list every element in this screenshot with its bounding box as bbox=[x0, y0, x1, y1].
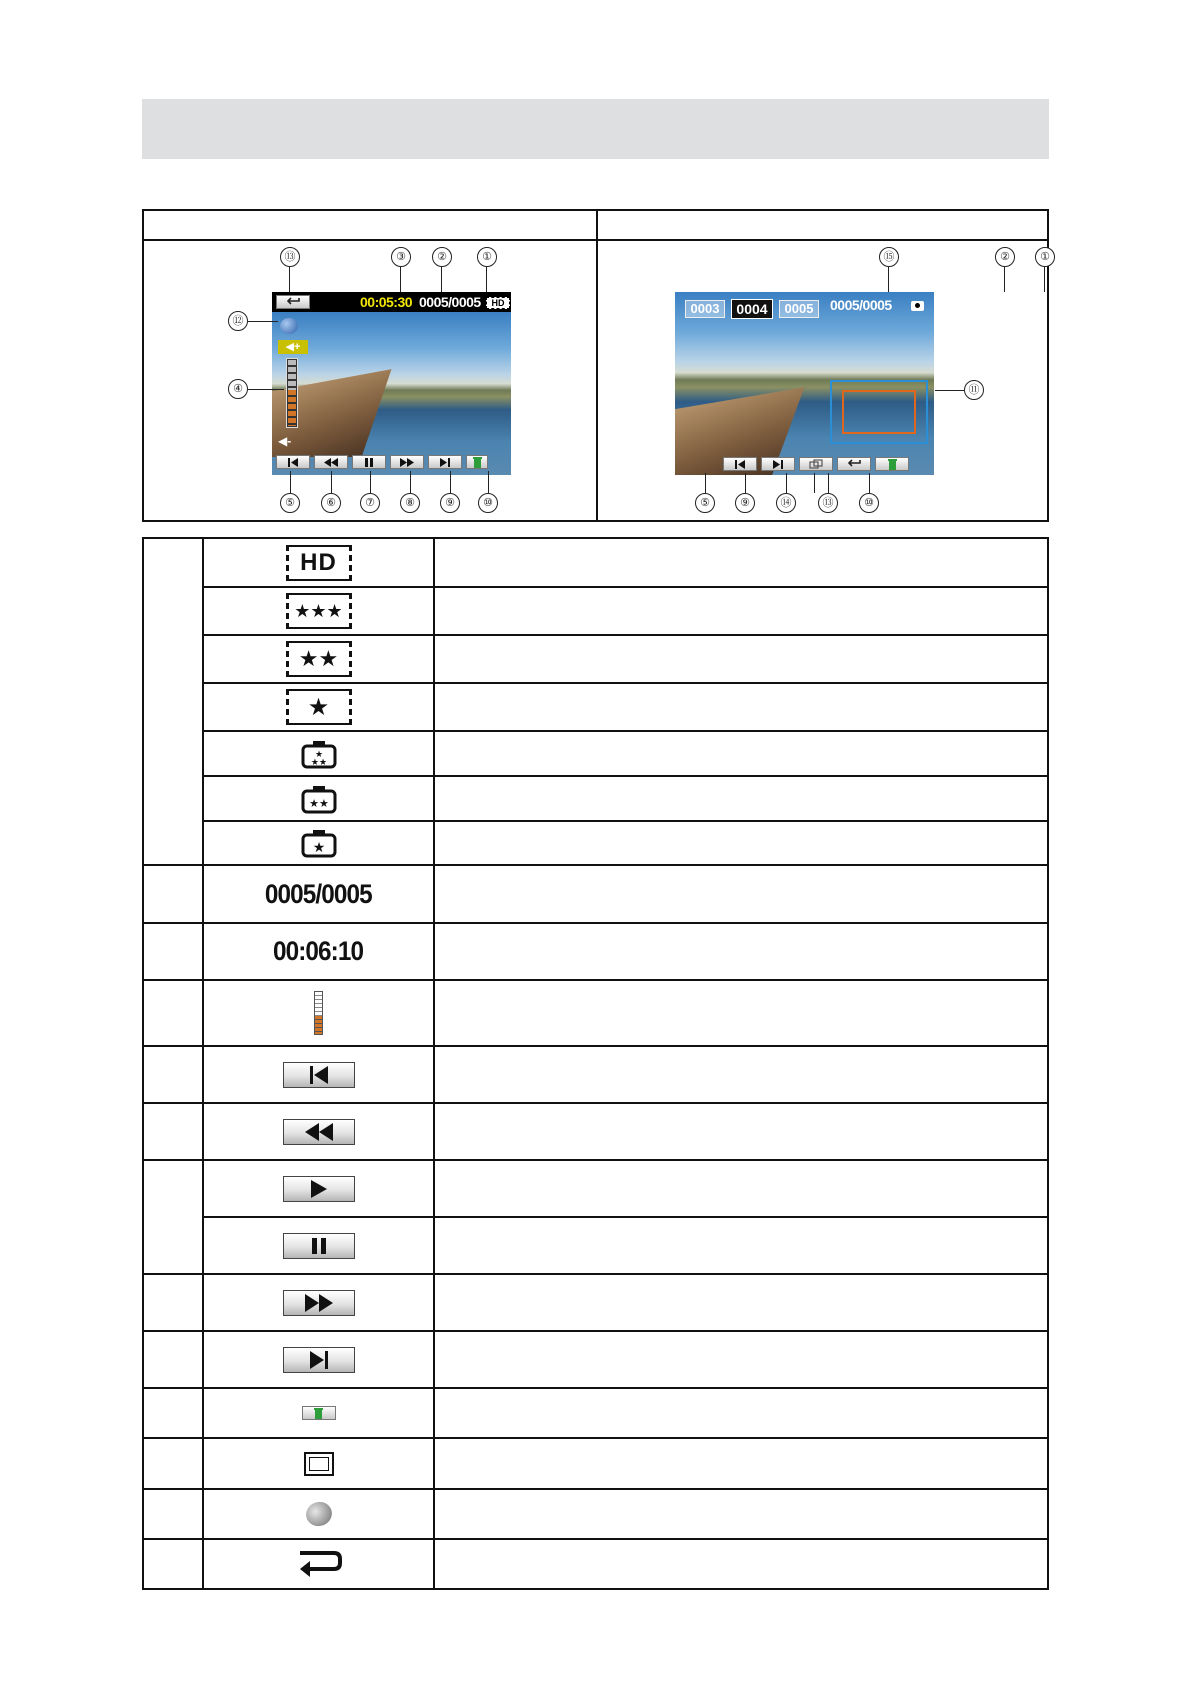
callout-10: ⑩ bbox=[478, 493, 498, 513]
icon-cell bbox=[204, 1275, 435, 1330]
fast-forward-button[interactable] bbox=[390, 455, 424, 469]
pause-icon bbox=[283, 1233, 355, 1259]
icon-row-hd bbox=[144, 539, 1047, 586]
section-header-band bbox=[142, 99, 1049, 159]
photo-callout-5: ⑤ bbox=[695, 493, 715, 513]
icon-cell bbox=[204, 822, 435, 864]
icon-cell bbox=[204, 866, 435, 922]
leader-6 bbox=[331, 471, 332, 493]
leader-7 bbox=[370, 471, 371, 493]
number-cell bbox=[144, 1332, 204, 1387]
photo-lcd-screen bbox=[675, 292, 934, 475]
icon-reference-table bbox=[142, 537, 1049, 1590]
voice-memo-icon bbox=[302, 1498, 335, 1529]
icon-cell bbox=[204, 539, 435, 586]
photo-callout-13: ⑬ bbox=[818, 493, 838, 513]
icon-cell bbox=[204, 777, 435, 820]
photo-leader-10 bbox=[869, 473, 870, 493]
number-cell bbox=[144, 1275, 204, 1330]
callout-8: ⑧ bbox=[400, 493, 420, 513]
icon-row-return bbox=[144, 1538, 1047, 1588]
one-star-camera-icon bbox=[301, 828, 337, 858]
icon-row-volume bbox=[144, 979, 1047, 1045]
callout-13: ⑬ bbox=[280, 247, 300, 267]
leader-10 bbox=[488, 471, 489, 493]
two-star-camera-icon bbox=[301, 784, 337, 814]
video-lcd-screen bbox=[272, 292, 511, 475]
three-star-video-icon: ★★★ bbox=[286, 593, 352, 629]
number-cell bbox=[144, 866, 204, 922]
icon-row-trash bbox=[144, 1387, 1047, 1437]
video-playback-diagram bbox=[144, 241, 596, 522]
photo-leader-5b bbox=[705, 473, 706, 493]
photo-leader-13 bbox=[828, 473, 829, 493]
rewind-button[interactable] bbox=[314, 455, 348, 469]
number-cell bbox=[144, 981, 204, 1045]
leader-11 bbox=[935, 390, 964, 391]
photo-leader-1 bbox=[1044, 267, 1045, 292]
video-file-counter: 0005/0005 bbox=[419, 294, 481, 310]
icon-row-slideshow bbox=[144, 1437, 1047, 1488]
pause-button[interactable] bbox=[352, 455, 386, 469]
callout-12: ⑫ bbox=[228, 311, 248, 331]
icon-row-play bbox=[144, 1159, 1047, 1216]
timecode-icon: 00:06:10 bbox=[273, 936, 364, 966]
icon-row-2star-camera bbox=[144, 775, 1047, 820]
group-number-cell-1 bbox=[144, 539, 204, 864]
number-cell bbox=[144, 1540, 204, 1588]
thumb-previous[interactable]: 0003 bbox=[685, 300, 725, 318]
volume-down-icon[interactable]: ◀- bbox=[278, 434, 292, 448]
three-star-camera-icon bbox=[301, 739, 337, 769]
icon-row-1star-camera bbox=[144, 820, 1047, 864]
leader-15 bbox=[888, 267, 889, 292]
video-resolution-badge: HD bbox=[486, 297, 510, 309]
previous-file-button[interactable] bbox=[276, 455, 310, 469]
icon-cell bbox=[204, 981, 435, 1045]
icon-row-1star-video bbox=[144, 682, 1047, 730]
photo-callout-2: ② bbox=[995, 247, 1015, 267]
camera-mode-icon bbox=[911, 301, 924, 311]
icon-cell bbox=[204, 1540, 435, 1588]
number-cell bbox=[144, 1047, 204, 1102]
icon-cell bbox=[204, 732, 435, 775]
voice-memo-icon bbox=[280, 318, 298, 334]
icon-cell bbox=[204, 588, 435, 634]
icon-cell bbox=[204, 1047, 435, 1102]
callout-15: ⑮ bbox=[879, 247, 899, 267]
next-file-icon bbox=[283, 1347, 355, 1373]
photo-leader-2 bbox=[1004, 267, 1005, 292]
return-icon bbox=[296, 1549, 342, 1579]
slideshow-frame-icon bbox=[304, 1452, 334, 1476]
volume-bar-icon bbox=[314, 991, 323, 1035]
leader-13 bbox=[289, 267, 290, 292]
icon-row-rewind bbox=[144, 1102, 1047, 1159]
leader-3 bbox=[400, 267, 401, 292]
callout-2: ② bbox=[432, 247, 452, 267]
video-timecode: 00:05:30 bbox=[360, 294, 413, 310]
fast-forward-icon bbox=[283, 1290, 355, 1316]
two-star-video-icon: ★★ bbox=[286, 641, 352, 677]
trash-button[interactable] bbox=[466, 455, 488, 469]
icon-cell bbox=[204, 1104, 435, 1159]
icon-row-previous bbox=[144, 1045, 1047, 1102]
leader-9 bbox=[450, 471, 451, 493]
leader-8 bbox=[410, 471, 411, 493]
thumb-current[interactable]: 0004 bbox=[731, 299, 773, 319]
volume-level-fill bbox=[288, 390, 296, 426]
icon-cell bbox=[204, 1161, 435, 1216]
photo-leader-9 bbox=[745, 473, 746, 493]
rewind-icon bbox=[283, 1119, 355, 1145]
icon-cell bbox=[204, 1439, 435, 1488]
one-star-video-icon: ★ bbox=[286, 689, 352, 725]
photo-callout-9: ⑨ bbox=[735, 493, 755, 513]
zoom-navigator-frame[interactable] bbox=[830, 380, 928, 444]
file-counter-icon: 0005/0005 bbox=[265, 878, 372, 909]
icon-cell bbox=[204, 684, 435, 730]
icon-row-2star-video bbox=[144, 634, 1047, 682]
icon-cell bbox=[204, 1490, 435, 1538]
photo-callout-10: ⑩ bbox=[859, 493, 879, 513]
photo-trash-button[interactable] bbox=[875, 457, 909, 471]
group-number-cell-play-pause bbox=[144, 1159, 204, 1273]
svg-text:★: ★ bbox=[312, 839, 325, 855]
video-control-bar bbox=[276, 455, 488, 469]
icon-row-voice-memo bbox=[144, 1488, 1047, 1538]
leader-5 bbox=[290, 471, 291, 493]
photo-previous-button[interactable] bbox=[723, 457, 757, 471]
photo-control-bar bbox=[723, 457, 909, 471]
icon-row-3star-camera bbox=[144, 730, 1047, 775]
leader-14 bbox=[786, 473, 787, 493]
leader-2 bbox=[441, 267, 442, 292]
icon-row-timecode bbox=[144, 922, 1047, 979]
icon-row-fast-forward bbox=[144, 1273, 1047, 1330]
callout-3: ③ bbox=[391, 247, 411, 267]
callout-4: ④ bbox=[228, 379, 248, 399]
callout-1: ① bbox=[477, 247, 497, 267]
icon-cell bbox=[204, 636, 435, 682]
photo-next-button[interactable] bbox=[761, 457, 795, 471]
number-cell bbox=[144, 1490, 204, 1538]
icon-cell bbox=[204, 924, 435, 979]
hd-video-icon: HD bbox=[286, 545, 352, 581]
callout-6: ⑥ bbox=[321, 493, 341, 513]
callout-9: ⑨ bbox=[440, 493, 460, 513]
icon-row-pause bbox=[144, 1216, 1047, 1273]
volume-level-empty bbox=[288, 360, 296, 390]
previous-file-icon bbox=[283, 1062, 355, 1088]
callout-5: ⑤ bbox=[280, 493, 300, 513]
leader-1 bbox=[486, 267, 487, 292]
number-cell bbox=[144, 924, 204, 979]
icon-cell bbox=[204, 1389, 435, 1437]
callout-14: ⑭ bbox=[776, 493, 796, 513]
play-icon bbox=[283, 1176, 355, 1202]
photo-file-counter: 0005/0005 bbox=[830, 297, 892, 313]
photo-return-button[interactable] bbox=[837, 457, 871, 471]
volume-up-icon[interactable]: ◀+ bbox=[278, 340, 308, 354]
callout-11: ⑪ bbox=[964, 380, 984, 400]
photo-playback-diagram bbox=[598, 241, 1049, 522]
photo-callout-1: ① bbox=[1035, 247, 1055, 267]
svg-text:★: ★ bbox=[314, 748, 323, 759]
number-cell bbox=[144, 1389, 204, 1437]
thumb-next[interactable]: 0005 bbox=[779, 300, 819, 318]
icon-cell bbox=[204, 1332, 435, 1387]
number-cell bbox=[144, 1104, 204, 1159]
leader-12 bbox=[248, 321, 278, 322]
svg-text:★★: ★★ bbox=[310, 756, 327, 767]
callout-7: ⑦ bbox=[360, 493, 380, 513]
rotate-button[interactable] bbox=[799, 457, 833, 471]
leader-4 bbox=[248, 389, 284, 390]
icon-row-next bbox=[144, 1330, 1047, 1387]
volume-bar-icon-fill bbox=[315, 1016, 322, 1034]
svg-text:★★: ★★ bbox=[308, 797, 329, 810]
photo-leader-5 bbox=[814, 473, 815, 493]
icon-cell bbox=[204, 1218, 435, 1273]
icon-row-file-counter bbox=[144, 864, 1047, 922]
number-cell bbox=[144, 1439, 204, 1488]
screen-diagram-table bbox=[142, 209, 1049, 522]
zoom-viewport-frame[interactable] bbox=[842, 390, 916, 434]
volume-level-bar[interactable] bbox=[286, 358, 298, 428]
trash-icon bbox=[302, 1406, 336, 1420]
next-file-button[interactable] bbox=[428, 455, 462, 469]
return-button[interactable] bbox=[276, 295, 310, 309]
icon-row-3star-video bbox=[144, 586, 1047, 634]
